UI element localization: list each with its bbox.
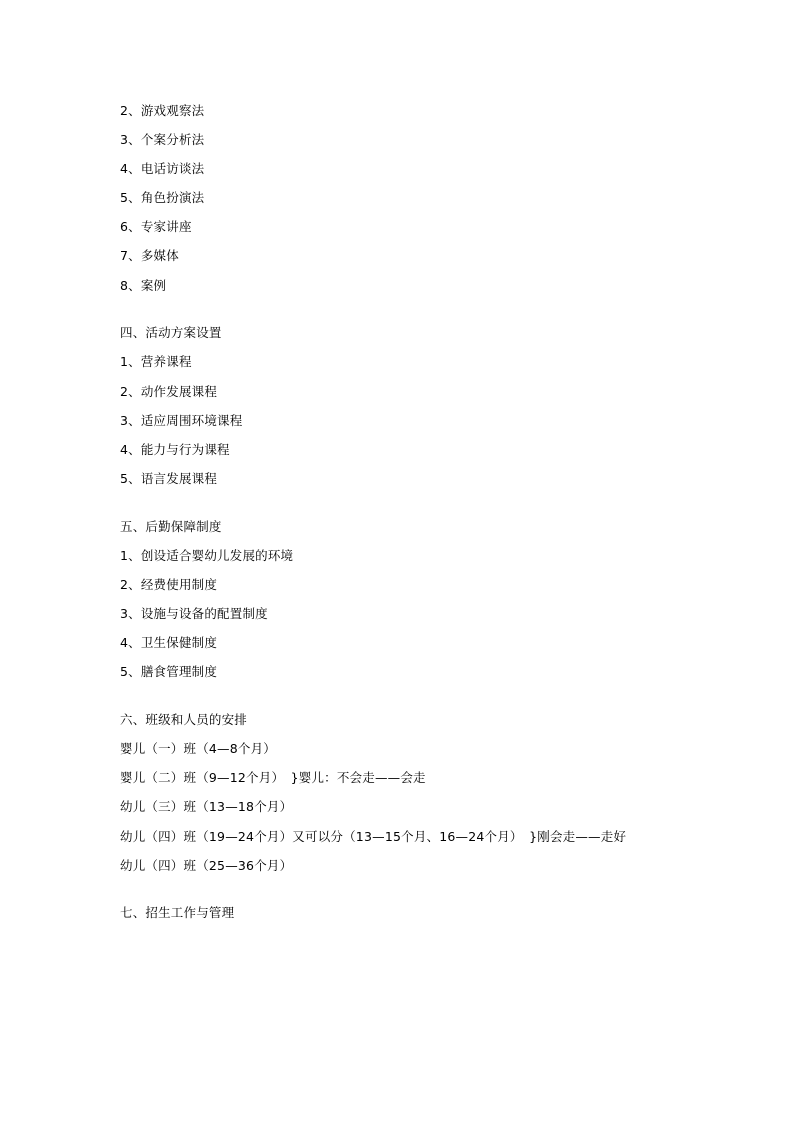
section-item: 3、适应周围环境课程 (120, 413, 243, 428)
method-item: 3、个案分析法 (120, 132, 205, 147)
class-item: 婴儿（一）班（4—8个月） (120, 741, 277, 756)
section-item: 2、动作发展课程 (120, 384, 218, 399)
section-item: 1、营养课程 (120, 354, 192, 369)
section-heading: 七、招生工作与管理 (120, 905, 235, 920)
class-item: 幼儿（四）班（25—36个月） (120, 858, 293, 873)
section-item: 3、设施与设备的配置制度 (120, 606, 268, 621)
method-item: 2、游戏观察法 (120, 103, 205, 118)
section-item: 4、卫生保健制度 (120, 635, 218, 650)
section-item: 5、语言发展课程 (120, 471, 218, 486)
section-heading: 五、后勤保障制度 (120, 519, 222, 534)
section-item: 4、能力与行为课程 (120, 442, 230, 457)
section-item: 2、经费使用制度 (120, 577, 218, 592)
class-item: 幼儿（三）班（13—18个月） (120, 799, 293, 814)
section-heading: 六、班级和人员的安排 (120, 712, 248, 727)
class-item: 幼儿（四）班（19—24个月）又可以分（13—15个月、16—24个月） }刚会走——走好 (120, 829, 627, 844)
section-item: 5、膳食管理制度 (120, 664, 218, 679)
method-item: 4、电话访谈法 (120, 161, 205, 176)
method-item: 7、多媒体 (120, 248, 179, 263)
section-item: 1、创设适合婴幼儿发展的环境 (120, 548, 294, 563)
method-item: 6、专家讲座 (120, 219, 192, 234)
method-item: 5、角色扮演法 (120, 190, 205, 205)
section-heading: 四、活动方案设置 (120, 325, 222, 340)
method-item: 8、案例 (120, 278, 167, 293)
class-item: 婴儿（二）班（9—12个月） }婴儿：不会走——会走 (120, 770, 426, 785)
